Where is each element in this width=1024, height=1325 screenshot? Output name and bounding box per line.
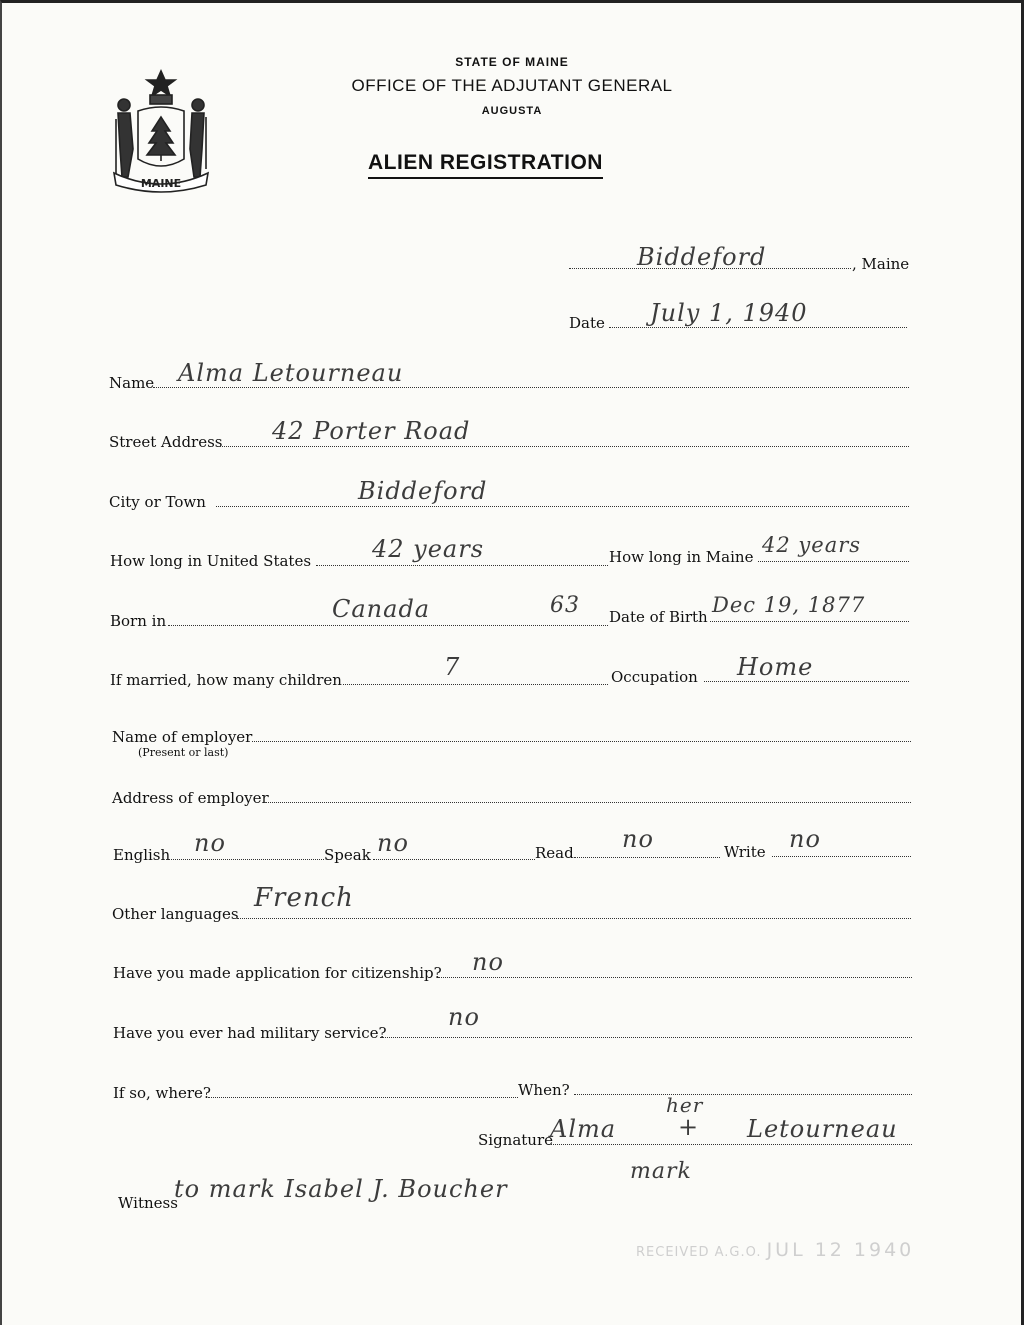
- received-stamp: [636, 1239, 914, 1261]
- name-value: Alma Letourneau: [178, 359, 404, 387]
- signature-label: Signature: [478, 1131, 554, 1149]
- signature-mark-cross: +: [678, 1113, 700, 1141]
- when-label: When?: [518, 1081, 570, 1099]
- where-label: If so, where?: [113, 1084, 211, 1102]
- citizenship-value: no: [472, 948, 504, 976]
- town-line: [216, 506, 909, 507]
- dob-line: [710, 621, 909, 622]
- employer-address-label: Address of employer: [112, 789, 269, 807]
- date-value: July 1, 1940: [650, 299, 808, 327]
- other-languages-value: French: [254, 883, 354, 913]
- write-value: no: [789, 825, 821, 853]
- read-value: no: [622, 825, 654, 853]
- name-label: Name: [109, 374, 155, 392]
- city-value: Biddeford: [637, 243, 767, 271]
- town-label: City or Town: [109, 493, 206, 511]
- born-in-value: Canada: [332, 595, 431, 623]
- maine-duration-value: 42 years: [762, 533, 862, 557]
- signature-line: [548, 1144, 912, 1145]
- office-heading: OFFICE OF THE ADJUTANT GENERAL: [351, 76, 673, 95]
- signature-first-name: Alma: [550, 1115, 617, 1143]
- born-in-label: Born in: [110, 612, 167, 630]
- dob-value: Dec 19, 1877: [712, 593, 866, 617]
- children-value: 7: [444, 653, 461, 681]
- speak-label: Speak: [324, 846, 371, 864]
- occupation-value: Home: [737, 653, 814, 681]
- employer-address-line: [264, 802, 911, 803]
- form-title: ALIEN REGISTRATION: [368, 151, 603, 179]
- write-label: Write: [724, 843, 766, 861]
- write-line: [772, 856, 911, 857]
- street-label: Street Address: [109, 433, 223, 451]
- speak-value: no: [377, 829, 409, 857]
- english-value: no: [194, 829, 226, 857]
- seal-ribbon-text: MAINE: [140, 177, 182, 190]
- signature-her-word: her: [666, 1093, 704, 1117]
- witness-label: Witness: [118, 1194, 178, 1212]
- received-stamp-date: JUL 12 1940: [766, 1239, 915, 1261]
- signature-last-name: Letourneau: [747, 1115, 898, 1143]
- name-line: [153, 387, 909, 388]
- citizenship-line: [438, 977, 912, 978]
- city-heading: AUGUSTA: [481, 105, 543, 117]
- street-value: 42 Porter Road: [272, 417, 471, 445]
- town-value: Biddeford: [358, 477, 488, 505]
- when-line: [574, 1094, 912, 1095]
- maine-duration-label: How long in Maine: [609, 548, 754, 566]
- where-line: [208, 1097, 518, 1098]
- date-line: [609, 327, 907, 328]
- witness-value: to mark Isabel J. Boucher: [174, 1175, 508, 1203]
- other-languages-label: Other languages: [112, 905, 239, 923]
- occupation-line: [704, 681, 909, 682]
- street-line: [220, 446, 909, 447]
- state-heading: STATE OF MAINE: [455, 55, 569, 69]
- date-label: Date: [569, 314, 605, 332]
- maine-state-seal-icon: [108, 69, 214, 193]
- us-duration-value: 42 years: [372, 535, 485, 563]
- citizenship-label: Have you made application for citizenship?: [113, 964, 442, 982]
- received-stamp-text: RECEIVED A.G.O.: [636, 1245, 762, 1260]
- us-duration-label: How long in United States: [110, 552, 312, 570]
- military-label: Have you ever had military service?: [113, 1024, 387, 1042]
- speak-line: [373, 859, 535, 860]
- signature-mark-word: mark: [630, 1159, 692, 1184]
- military-line: [380, 1037, 912, 1038]
- employer-sub-label: (Present or last): [138, 746, 229, 759]
- read-line: [574, 857, 720, 858]
- english-line: [166, 859, 324, 860]
- city-maine-label: , Maine: [852, 255, 910, 273]
- employer-label: Name of employer: [112, 728, 253, 746]
- age-value: 63: [550, 593, 580, 618]
- us-duration-line: [316, 565, 608, 566]
- born-in-line: [168, 625, 608, 626]
- military-value: no: [448, 1003, 480, 1031]
- english-label: English: [113, 846, 171, 864]
- children-label: If married, how many children: [110, 671, 342, 689]
- maine-duration-line: [758, 561, 909, 562]
- children-line: [343, 684, 608, 685]
- occupation-label: Occupation: [611, 668, 698, 686]
- dob-label: Date of Birth: [609, 608, 708, 626]
- other-languages-line: [237, 918, 911, 919]
- read-label: Read: [535, 844, 574, 862]
- employer-line: [252, 741, 911, 742]
